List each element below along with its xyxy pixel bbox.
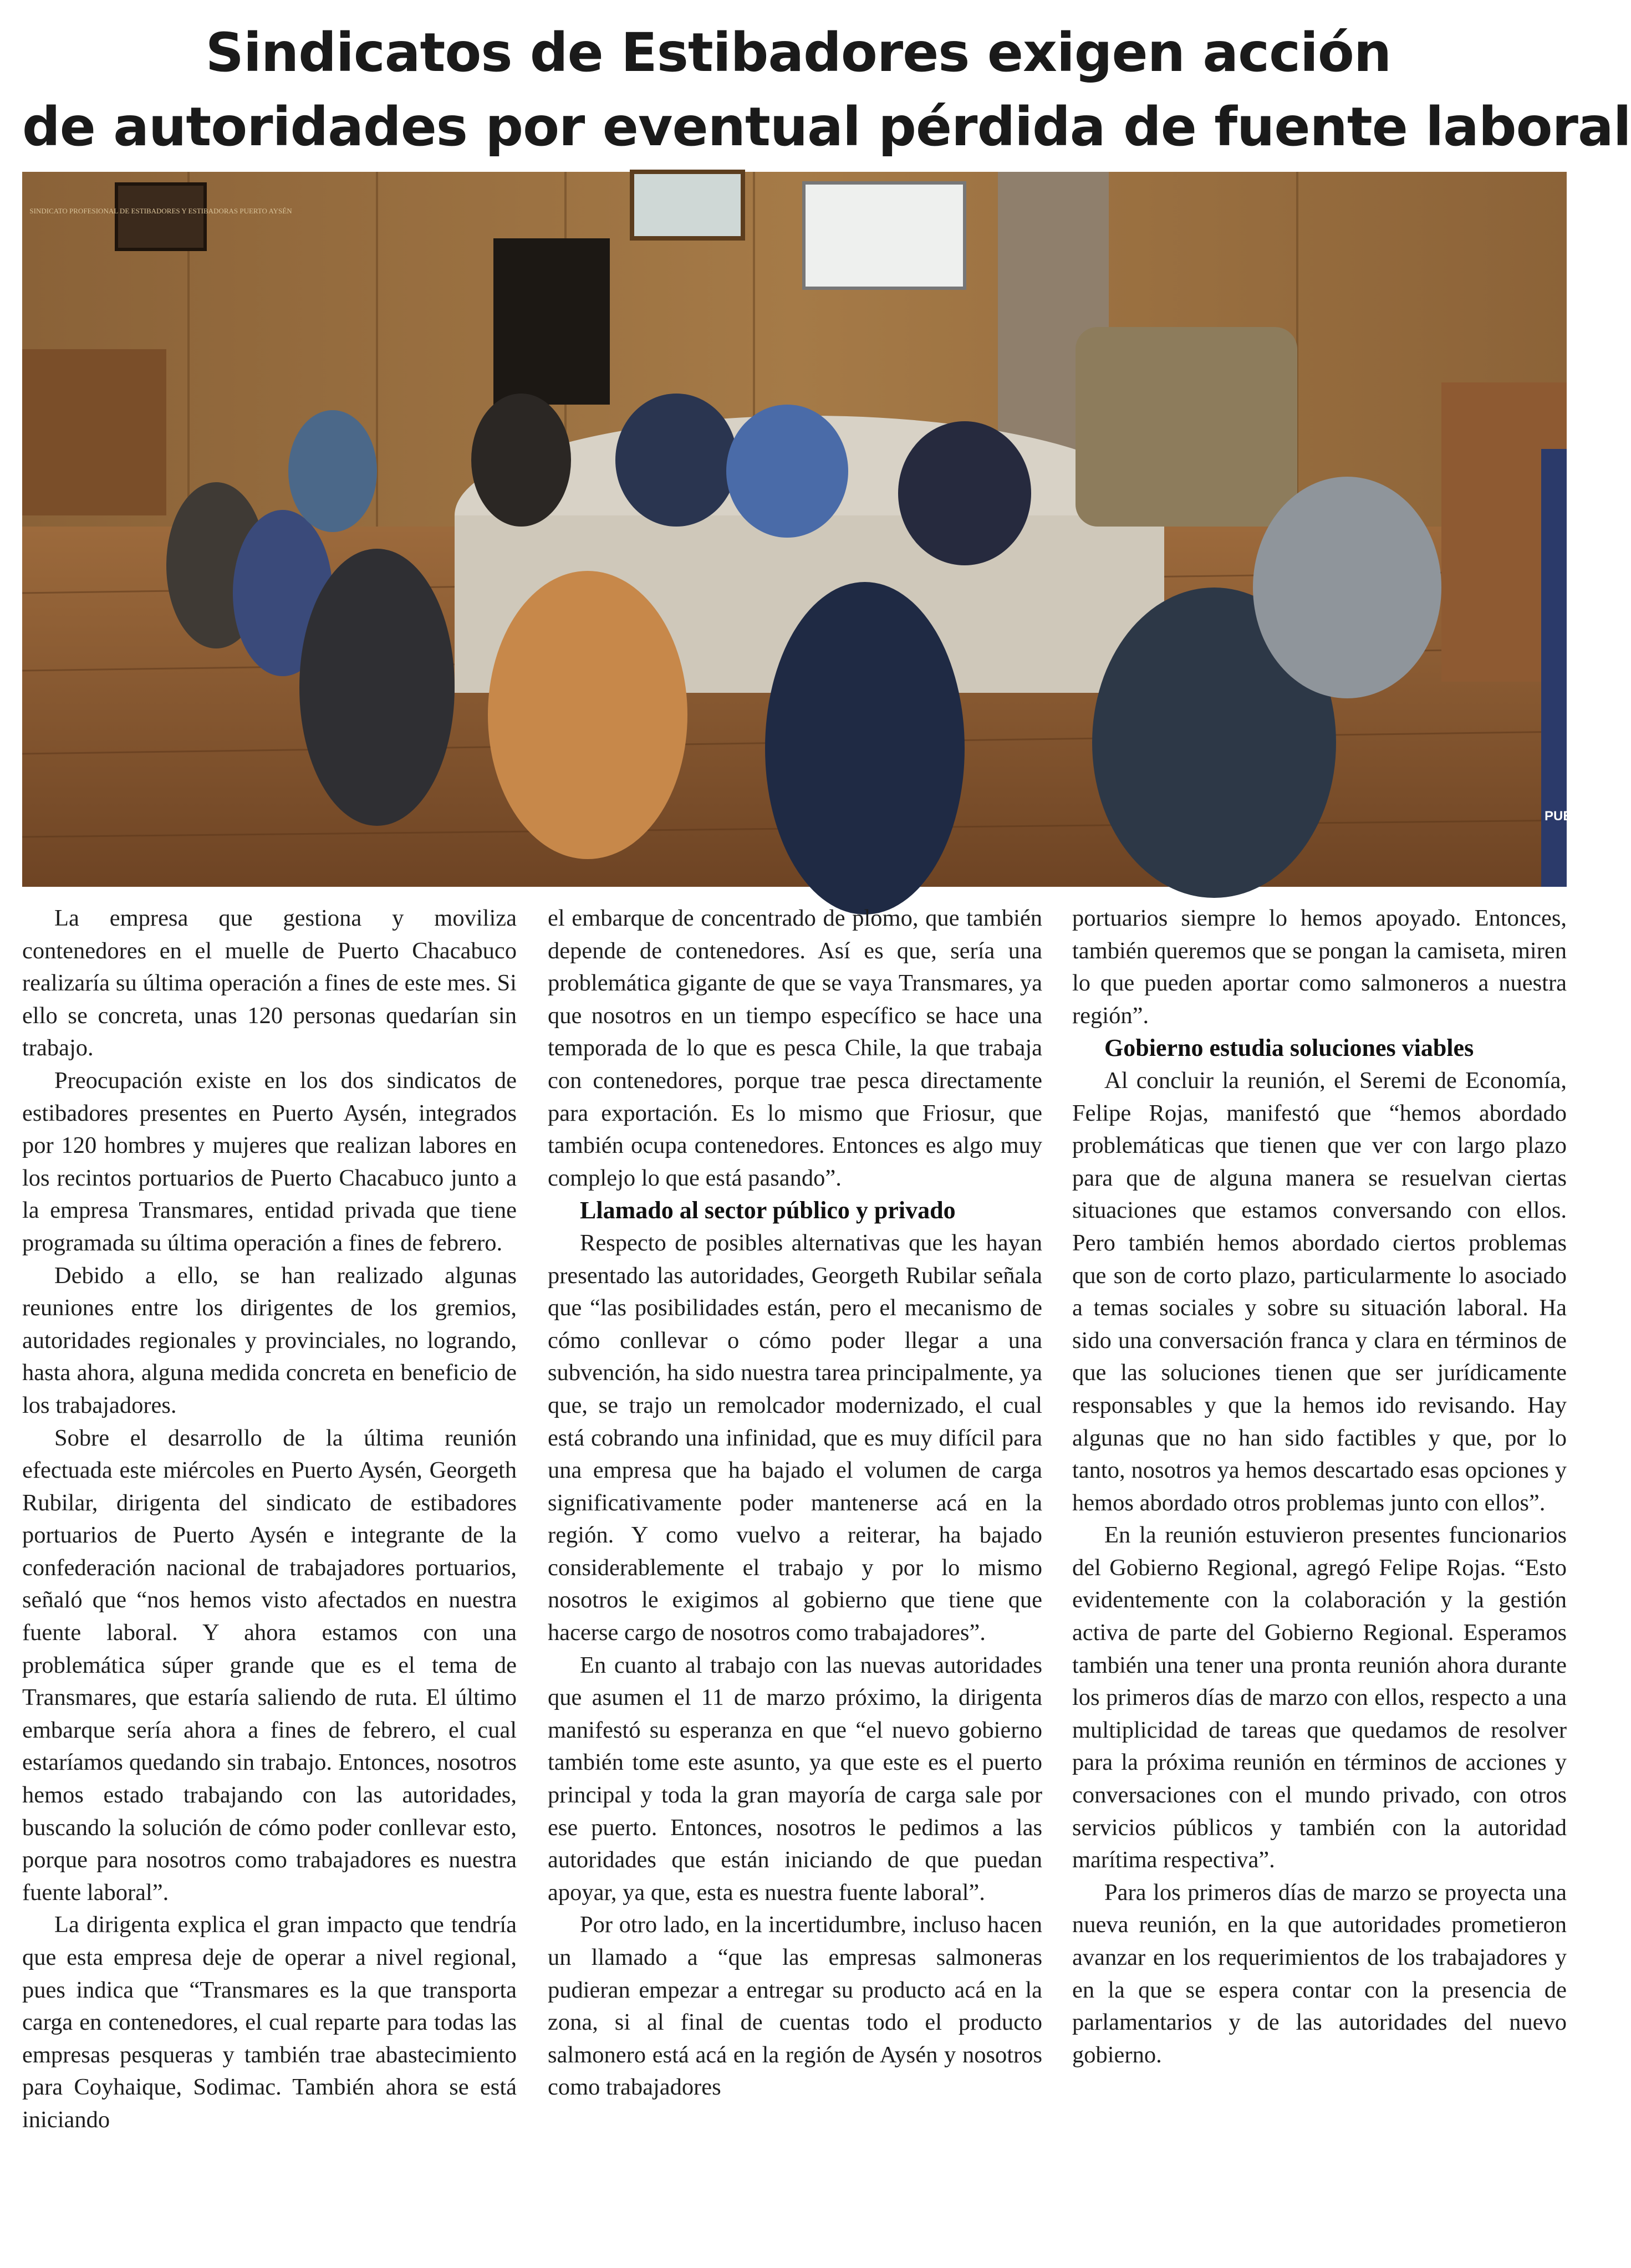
article-body xyxy=(22,902,1567,2255)
article-headline xyxy=(22,16,1631,164)
banner-label: PUE xyxy=(1545,809,1572,824)
column-1 xyxy=(22,902,517,2137)
paragraph: portuarios siempre lo hemos apoyado. Entonces, también queremos que se pongan la camiseta, miren lo que pueden aportar como salmoneros a nuestra región”. xyxy=(1072,905,1567,1029)
paragraph: Debido a ello, se han realizado algunas reuniones entre los dirigentes de los gremios, autoridades regionales y provinciales, no logrando, hasta ahora, alguna medida concreta en beneficio de los trabajadores. xyxy=(22,1262,517,1418)
paragraph: Por otro lado, en la incertidumbre, incluso hacen un llamado a “que las empresas salmoneras pudieran empezar a entregar su producto acá en la zona, si al final de cuentas todo el producto salmonero está acá en la región de Aysén y nosotros como trabajadores xyxy=(548,1912,1042,2101)
subheading: Gobierno estudia soluciones viables xyxy=(1104,1034,1474,1062)
paragraph: En la reunión estuvieron presentes funcionarios del Gobierno Regional, agregó Felipe Rojas. “Esto evidentemente con la colaboración y la gestión activa de parte del Gobierno Regional. Esperamos también una tener una pronta reunión ahora durante los primeros días de marzo con ellos, respecto a una multiplicidad de tareas que quedamos de resolver para la próxima reunión en términos de acciones y conversaciones con el mundo privado, con otros servicios públicos y también con la autoridad marítima respectiva”. xyxy=(1072,1522,1567,1873)
column-2 xyxy=(548,902,1042,2104)
paragraph: Respecto de posibles alternativas que les hayan presentado las autoridades, Georgeth Rubilar señala que “las posibilidades están, pero el mecanismo de cómo conllevar o cómo poder llegar a una subvención, ha sido nuestra tarea principalmente, ya que, se trajo un remolcador modernizado, el cual está cobrando una infinidad, que es muy difícil para una empresa que ha bajado el volumen de carga significativamente poder mantenerse acá en la región. Y como vuelvo a reiterar, ha bajado considerablemente el trabajo y por lo mismo nosotros le exigimos al gobierno que tiene que hacerse cargo de nosotros como trabajadores”. xyxy=(548,1229,1042,1646)
paragraph: La empresa que gestiona y moviliza contenedores en el muelle de Puerto Chacabuco realizaría su última operación a fines de este mes. Si ello se concreta, unas 120 personas quedarían sin trabajo. xyxy=(22,905,517,1061)
paragraph: Al concluir la reunión, el Seremi de Economía, Felipe Rojas, manifestó que “hemos abordado problemáticas que tienen que ver con largo plazo para que de alguna manera se resuelvan ciertas situaciones que estamos conversando con ellos. Pero también hemos abordado ciertos problemas que son de corto plazo, particularmente lo asociado a temas sociales y sobre su situación laboral. Ha sido una conversación franca y clara en términos de que las soluciones tienen que ser jurídicamente responsables y que la hemos ido revisando. Hay algunas que no han sido factibles y que, por lo tanto, nosotros ya hemos descartado esas opciones y hemos abordado otros problemas junto con ellos”. xyxy=(1072,1067,1567,1516)
headline-line-1: Sindicatos de Estibadores exigen acción xyxy=(205,22,1392,84)
paragraph: En cuanto al trabajo con las nuevas autoridades que asumen el 11 de marzo próximo, la dirigenta manifestó su esperanza en que “el nuevo gobierno también tome este asunto, ya que este es el puerto principal y toda la gran mayoría de carga sale por ese puerto. Entonces, nosotros le pedimos a las autoridades que están iniciando de que puedan apoyar, ya que, esta es nuestra fuente laboral”. xyxy=(548,1652,1042,1906)
plaque-label: SINDICATO PROFESIONAL DE ESTIBADORES Y ESTIBADORAS PUERTO AYSÉN xyxy=(29,207,292,215)
paragraph: Para los primeros días de marzo se proyecta una nueva reunión, en la que autoridades prometieron avanzar en los requerimientos de los trabajadores y en la que se espera contar con la presencia de parlamentarios y de las autoridades del nuevo gobierno. xyxy=(1072,1879,1567,2068)
paragraph: La dirigenta explica el gran impacto que tendría que esta empresa deje de operar a nivel regional, pues indica que “Transmares es la que transporta carga en contenedores, el cual reparte para todas las empresas pesqueras y también trae abastecimiento para Coyhaique, Sodimac. También ahora se está iniciando xyxy=(22,1912,517,2133)
paragraph: Preocupación existe en los dos sindicatos de estibadores presentes en Puerto Aysén, integrados por 120 hombres y mujeres que realizan labores en los recintos portuarios de Puerto Chacabuco junto a la empresa Transmares, entidad privada que tiene programada su última operación a fines de febrero. xyxy=(22,1067,517,1256)
meeting-photo xyxy=(22,172,1572,887)
paragraph: el embarque de concentrado de plomo, que también depende de contenedores. Así es que, sería una problemática gigante de que se vaya Transmares, ya que nosotros en un tiempo específico se hace una temporada de lo que es pesca Chile, la que trabaja con contenedores, porque trae pesca directamente para exportación. Es lo mismo que Friosur, que también ocupa contenedores. Entonces es algo muy complejo lo que está pasando”. xyxy=(548,905,1042,1191)
column-3 xyxy=(1072,902,1567,2071)
subheading: Llamado al sector público y privado xyxy=(580,1197,956,1224)
paragraph: Sobre el desarrollo de la última reunión efectuada este miércoles en Puerto Aysén, Georgeth Rubilar, dirigenta del sindicato de estibadores portuarios de Puerto Aysén e integrante de la confederación nacional de trabajadores portuarios, señaló que “nos hemos visto afectados en nuestra fuente laboral. Y ahora estamos con una problemática súper grande que es el tema de Transmares, que estaría saliendo de ruta. El último embarque sería ahora a fines de febrero, el cual estaríamos quedando sin trabajo. Entonces, nosotros hemos estado trabajando con las autoridades, buscando la solución de cómo poder conllevar esto, porque para nosotros como trabajadores es nuestra fuente laboral”. xyxy=(22,1424,517,1906)
headline-line-2: de autoridades por eventual pérdida de fuente laboral xyxy=(22,96,1631,158)
